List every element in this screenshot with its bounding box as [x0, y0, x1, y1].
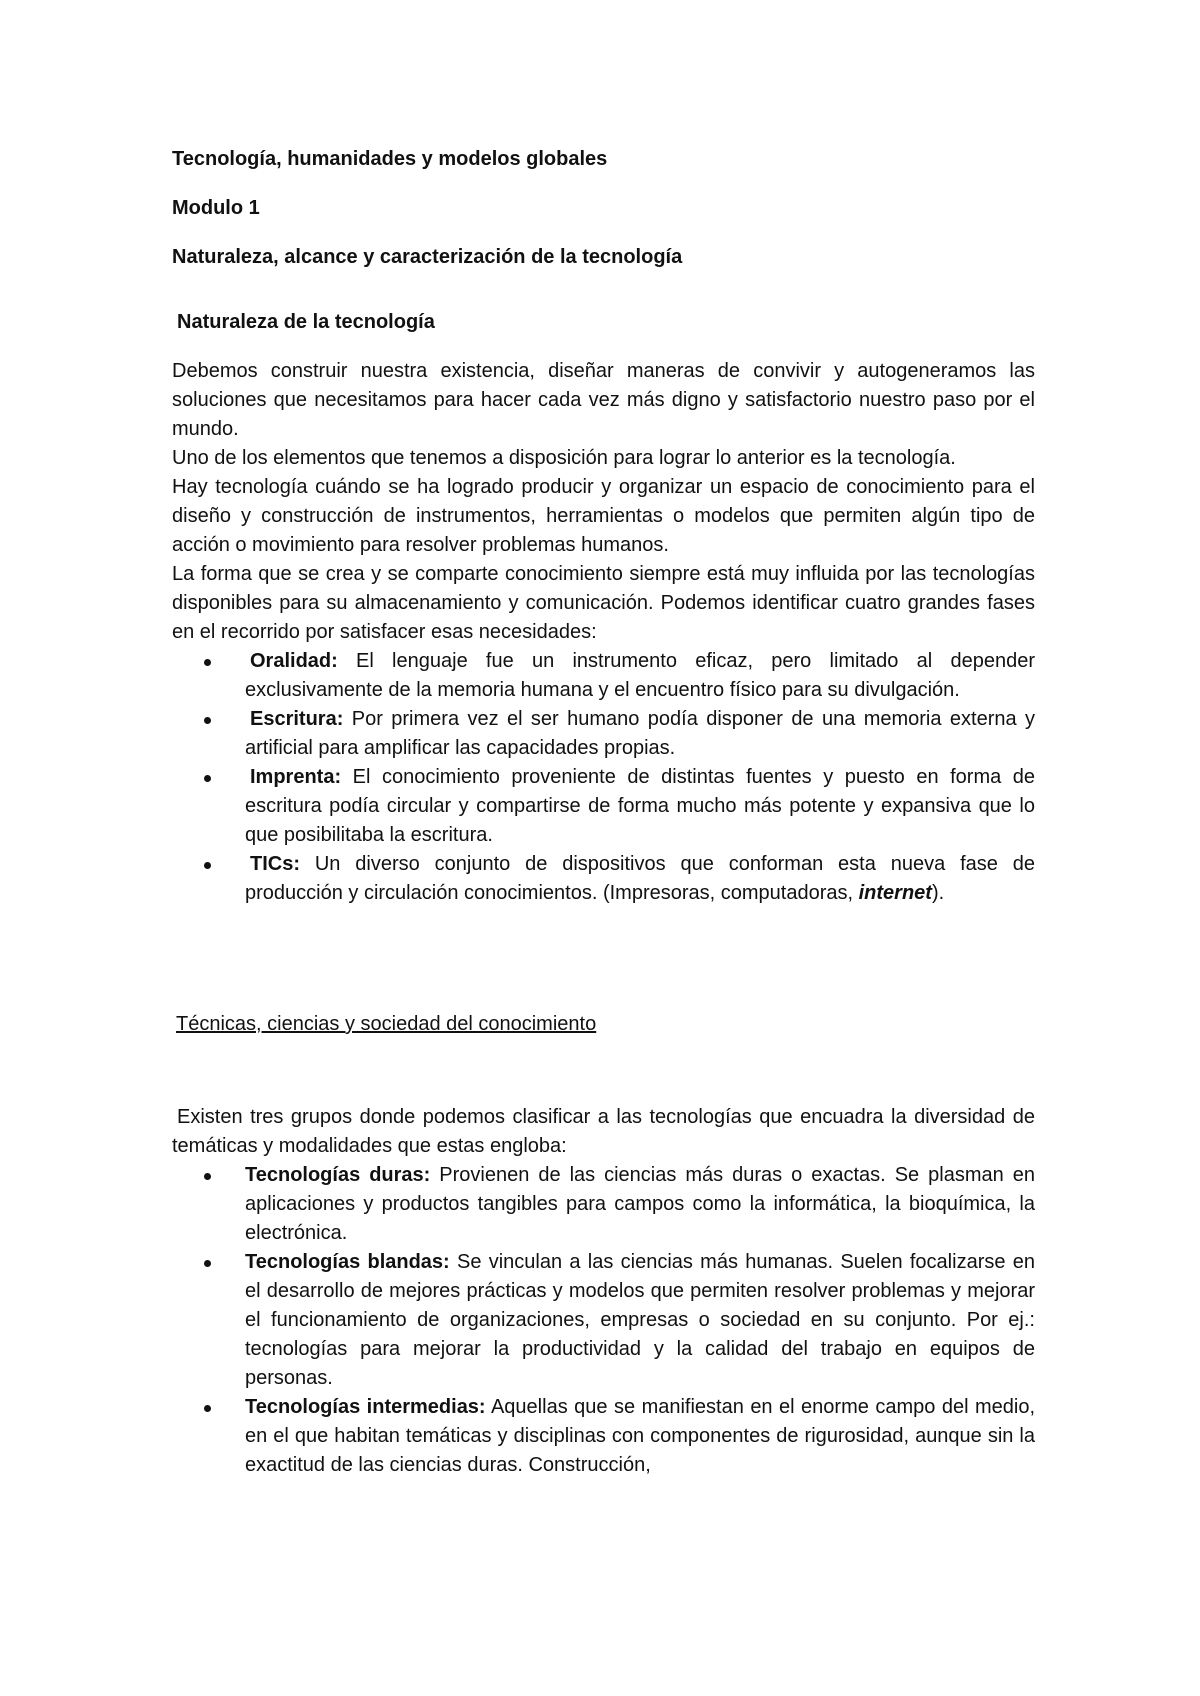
bullet-icon	[204, 1173, 211, 1180]
list-item-text: Un diverso conjunto de dispositivos que conforman esta nueva fase de producción y circulación conocimientos. (Impresoras, computadoras,	[245, 853, 1035, 904]
list-item-text: Se vinculan a las ciencias más humanas. Suelen focalizarse en el desarrollo de mejores prácticas y modelos que permiten resolver problemas y mejorar el funcionamiento de organizaciones, empresas o sociedad en su conjunto. Por ej.: tecnologías para mejorar la productividad y la calidad del trabajo en equipos de personas.	[245, 1251, 1035, 1389]
list-item-italic: internet	[858, 882, 932, 904]
paragraph: Existen tres grupos donde podemos clasificar a las tecnologías que encuadra la diversidad de temáticas y modalidades que estas engloba:	[172, 1106, 1035, 1157]
list-item-label: Oralidad:	[250, 650, 338, 672]
bullet-icon	[204, 717, 211, 724]
groups-list	[172, 1161, 1035, 1480]
bullet-icon	[204, 1260, 211, 1267]
module-subtitle: Naturaleza, alcance y caracterización de la tecnología	[172, 246, 683, 268]
bullet-icon	[204, 862, 211, 869]
document-title: Tecnología, humanidades y modelos globales	[172, 148, 608, 170]
list-item-text: Aquellas que se manifiestan en el enorme campo del medio, en el que habitan temáticas y disciplinas con componentes de rigurosidad, aunque sin la exactitud de las ciencias duras. Construcción,	[245, 1396, 1036, 1476]
paragraph: Hay tecnología cuándo se ha logrado producir y organizar un espacio de conocimiento para el diseño y construcción de instrumentos, herramientas o modelos que permiten algún tipo de acción o movimiento para resolver problemas humanos.	[172, 476, 1035, 556]
bullet-icon	[204, 659, 211, 666]
list-item-text: El lenguaje fue un instrumento eficaz, pero limitado al depender exclusivamente de la memoria humana y el encuentro físico para su divulgación.	[245, 650, 1035, 701]
list-item	[172, 705, 1035, 763]
list-item	[172, 1248, 1035, 1393]
module-label: Modulo 1	[172, 197, 260, 219]
list-item	[172, 647, 1035, 705]
paragraph: Uno de los elementos que tenemos a disposición para lograr lo anterior es la tecnología.	[172, 447, 956, 469]
phases-list	[172, 647, 1035, 908]
list-item	[172, 850, 1035, 908]
bullet-icon	[204, 1405, 211, 1412]
list-item-label: Tecnologías intermedias:	[245, 1396, 486, 1418]
list-item-label: Imprenta:	[250, 766, 342, 788]
list-item-label: TICs:	[250, 853, 300, 875]
list-item-text: Provienen de las ciencias más duras o exactas. Se plasman en aplicaciones y productos tangibles para campos como la informática, la bioquímica, la electrónica.	[245, 1164, 1035, 1244]
list-item	[172, 1393, 1035, 1480]
list-item-text: Por primera vez el ser humano podía disponer de una memoria externa y artificial para amplificar las capacidades propias.	[245, 708, 1035, 759]
list-item-label: Tecnologías blandas:	[245, 1251, 450, 1273]
list-item-text: El conocimiento proveniente de distintas fuentes y puesto en forma de escritura podía circular y compartirse de forma mucho más potente y expansiva que lo que posibilitaba la escritura.	[245, 766, 1035, 846]
list-item	[172, 763, 1035, 850]
bullet-icon	[204, 775, 211, 782]
section-heading-tecnicas: Técnicas, ciencias y sociedad del conocimiento	[176, 1013, 597, 1035]
paragraph: La forma que se crea y se comparte conocimiento siempre está muy influida por las tecnologías disponibles para su almacenamiento y comunicación. Podemos identificar cuatro grandes fases en el recorrido por satisfacer esas necesidades:	[172, 563, 1035, 643]
list-item-label: Tecnologías duras:	[245, 1164, 431, 1186]
paragraph: Debemos construir nuestra existencia, diseñar maneras de convivir y autogeneramos las soluciones que necesitamos para hacer cada vez más digno y satisfactorio nuestro paso por el mundo.	[172, 360, 1035, 440]
list-item-end: ).	[931, 882, 945, 904]
list-item	[172, 1161, 1035, 1248]
list-item-label: Escritura:	[250, 708, 344, 730]
section-heading-naturaleza: Naturaleza de la tecnología	[177, 311, 435, 333]
